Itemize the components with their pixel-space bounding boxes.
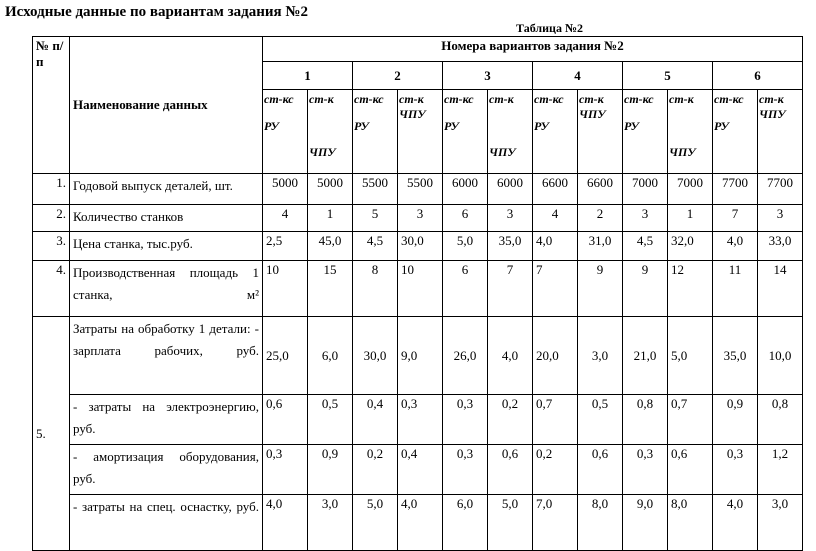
value-cell: 4,0 — [488, 317, 533, 395]
value-cell: 0,3 — [443, 445, 488, 495]
value-cell: 3,0 — [578, 317, 623, 395]
subcol-control-type: РУ — [534, 119, 549, 133]
row-number: 2. — [33, 205, 70, 232]
value-cell: 30,0 — [353, 317, 398, 395]
value-cell: 35,0 — [713, 317, 758, 395]
value-cell: 0,2 — [488, 395, 533, 445]
row-name: - затраты на спец. оснастку, руб. — [70, 495, 263, 551]
value-cell: 20,0 — [533, 317, 578, 395]
row-number: 4. — [33, 261, 70, 317]
row-name: - затраты на электроэнергию, руб. — [70, 395, 263, 445]
table-row — [33, 317, 803, 395]
value-cell: 6600 — [578, 174, 623, 205]
value-cell: 7700 — [713, 174, 758, 205]
value-cell: 14 — [758, 261, 803, 317]
table-row — [33, 232, 803, 261]
value-cell: 0,2 — [353, 445, 398, 495]
value-cell: 6 — [443, 261, 488, 317]
subcol-machine-type: ст-кс — [714, 92, 744, 106]
subcol-machine-type: ст-к — [399, 92, 424, 106]
value-cell: 0,5 — [578, 395, 623, 445]
subcol-control-type: ЧПУ — [579, 107, 606, 121]
row-name: Количество станков — [70, 205, 263, 232]
row-name: Годовой выпуск деталей, шт. — [70, 174, 263, 205]
value-cell: 0,3 — [443, 395, 488, 445]
value-cell: 0,8 — [623, 395, 668, 445]
variants-table — [32, 36, 803, 551]
subcol-machine-type: ст-к — [579, 92, 604, 106]
value-cell: 0,4 — [353, 395, 398, 445]
subcol-control-type: ЧПУ — [399, 107, 426, 121]
value-cell: 0,2 — [533, 445, 578, 495]
variant-header-1: 1 — [263, 62, 353, 90]
value-cell: 10 — [263, 261, 308, 317]
value-cell: 0,7 — [668, 395, 713, 445]
subcol-machine-type: ст-кс — [354, 92, 384, 106]
subcol-control-type: РУ — [714, 119, 729, 133]
variant-header-4: 4 — [533, 62, 623, 90]
value-cell: 5,0 — [488, 495, 533, 551]
value-cell: 0,9 — [713, 395, 758, 445]
value-cell: 4,5 — [623, 232, 668, 261]
value-cell: 5000 — [308, 174, 353, 205]
value-cell: 9,0 — [398, 317, 443, 395]
value-cell: 5500 — [398, 174, 443, 205]
value-cell: 2 — [578, 205, 623, 232]
table-row — [33, 261, 803, 317]
value-cell: 5 — [353, 205, 398, 232]
variant-header-6: 6 — [713, 62, 803, 90]
value-cell: 7,0 — [533, 495, 578, 551]
value-cell: 3 — [758, 205, 803, 232]
row-name: - амортизация оборудования, руб. — [70, 445, 263, 495]
table-row — [33, 445, 803, 495]
variant-header-3: 3 — [443, 62, 533, 90]
value-cell: 0,4 — [398, 445, 443, 495]
value-cell: 3,0 — [758, 495, 803, 551]
header-num-col: № п/п — [33, 37, 70, 174]
subcol-control-type: РУ — [354, 119, 369, 133]
value-cell: 26,0 — [443, 317, 488, 395]
value-cell: 3 — [488, 205, 533, 232]
row-number: 5. — [33, 317, 70, 551]
variant-header-5: 5 — [623, 62, 713, 90]
subcol-header — [488, 90, 533, 174]
table-row — [33, 395, 803, 445]
value-cell: 8 — [353, 261, 398, 317]
value-cell: 0,6 — [578, 445, 623, 495]
value-cell: 0,3 — [713, 445, 758, 495]
subcol-machine-type: ст-кс — [534, 92, 564, 106]
value-cell: 4,5 — [353, 232, 398, 261]
value-cell: 32,0 — [668, 232, 713, 261]
value-cell: 6000 — [488, 174, 533, 205]
subcol-header — [398, 90, 443, 174]
value-cell: 25,0 — [263, 317, 308, 395]
subcol-header — [758, 90, 803, 174]
value-cell: 4,0 — [713, 232, 758, 261]
value-cell: 6,0 — [443, 495, 488, 551]
header-name-col: Наименование данных — [70, 37, 263, 174]
value-cell: 31,0 — [578, 232, 623, 261]
value-cell: 2,5 — [263, 232, 308, 261]
table-row — [33, 174, 803, 205]
value-cell: 30,0 — [398, 232, 443, 261]
subcol-control-type: ЧПУ — [669, 145, 696, 159]
subcol-machine-type: ст-к — [669, 92, 694, 106]
value-cell: 6000 — [443, 174, 488, 205]
value-cell: 1,2 — [758, 445, 803, 495]
value-cell: 0,3 — [623, 445, 668, 495]
subcol-control-type: ЧПУ — [309, 145, 336, 159]
value-cell: 7000 — [623, 174, 668, 205]
subcol-header — [263, 90, 308, 174]
subcol-header — [578, 90, 623, 174]
value-cell: 0,3 — [398, 395, 443, 445]
header-variants-title: Номера вариантов задания №2 — [263, 37, 803, 62]
value-cell: 5,0 — [353, 495, 398, 551]
value-cell: 1 — [308, 205, 353, 232]
row-name: Производственная площадь 1 станка, м² — [70, 261, 263, 317]
subcol-machine-type: ст-к — [309, 92, 334, 106]
subcol-machine-type: ст-к — [759, 92, 784, 106]
row-name: Цена станка, тыс.руб. — [70, 232, 263, 261]
value-cell: 4,0 — [533, 232, 578, 261]
value-cell: 0,5 — [308, 395, 353, 445]
value-cell: 10,0 — [758, 317, 803, 395]
value-cell: 45,0 — [308, 232, 353, 261]
value-cell: 10 — [398, 261, 443, 317]
value-cell: 0,3 — [263, 445, 308, 495]
value-cell: 3 — [398, 205, 443, 232]
row-number: 3. — [33, 232, 70, 261]
subcol-control-type: РУ — [624, 119, 639, 133]
subcol-control-type: ЧПУ — [489, 145, 516, 159]
value-cell: 7000 — [668, 174, 713, 205]
value-cell: 0,6 — [668, 445, 713, 495]
value-cell: 0,9 — [308, 445, 353, 495]
subcol-header — [443, 90, 488, 174]
value-cell: 4,0 — [263, 495, 308, 551]
value-cell: 0,6 — [488, 445, 533, 495]
value-cell: 5,0 — [668, 317, 713, 395]
value-cell: 21,0 — [623, 317, 668, 395]
value-cell: 4,0 — [713, 495, 758, 551]
value-cell: 0,7 — [533, 395, 578, 445]
value-cell: 5500 — [353, 174, 398, 205]
table-row — [33, 205, 803, 232]
value-cell: 11 — [713, 261, 758, 317]
variant-header-2: 2 — [353, 62, 443, 90]
value-cell: 3 — [623, 205, 668, 232]
value-cell: 0,8 — [758, 395, 803, 445]
subcol-machine-type: ст-кс — [624, 92, 654, 106]
subcol-header — [668, 90, 713, 174]
value-cell: 1 — [668, 205, 713, 232]
value-cell: 6600 — [533, 174, 578, 205]
value-cell: 4 — [533, 205, 578, 232]
value-cell: 7 — [713, 205, 758, 232]
value-cell: 4,0 — [398, 495, 443, 551]
value-cell: 4 — [263, 205, 308, 232]
row-name: Затраты на обработку 1 детали: - зарплата рабочих, руб. — [70, 317, 263, 395]
value-cell: 6 — [443, 205, 488, 232]
table-row — [33, 495, 803, 551]
subcol-header — [353, 90, 398, 174]
value-cell: 15 — [308, 261, 353, 317]
value-cell: 35,0 — [488, 232, 533, 261]
value-cell: 5000 — [263, 174, 308, 205]
value-cell: 3,0 — [308, 495, 353, 551]
subcol-header — [623, 90, 668, 174]
value-cell: 7 — [488, 261, 533, 317]
value-cell: 12 — [668, 261, 713, 317]
value-cell: 7700 — [758, 174, 803, 205]
subcol-machine-type: ст-кс — [264, 92, 294, 106]
subcol-header — [713, 90, 758, 174]
table-caption: Таблица №2 — [516, 21, 584, 35]
value-cell: 8,0 — [578, 495, 623, 551]
subcol-control-type: РУ — [444, 119, 459, 133]
subcol-header — [533, 90, 578, 174]
value-cell: 5,0 — [443, 232, 488, 261]
row-number: 1. — [33, 174, 70, 205]
value-cell: 0,6 — [263, 395, 308, 445]
value-cell: 9 — [623, 261, 668, 317]
value-cell: 9,0 — [623, 495, 668, 551]
subcol-machine-type: ст-кс — [444, 92, 474, 106]
value-cell: 33,0 — [758, 232, 803, 261]
value-cell: 8,0 — [668, 495, 713, 551]
value-cell: 6,0 — [308, 317, 353, 395]
subcol-header — [308, 90, 353, 174]
value-cell: 9 — [578, 261, 623, 317]
page-title: Исходные данные по вариантам задания №2 — [5, 4, 308, 20]
subcol-machine-type: ст-к — [489, 92, 514, 106]
subcol-control-type: РУ — [264, 119, 279, 133]
subcol-control-type: ЧПУ — [759, 107, 786, 121]
value-cell: 7 — [533, 261, 578, 317]
